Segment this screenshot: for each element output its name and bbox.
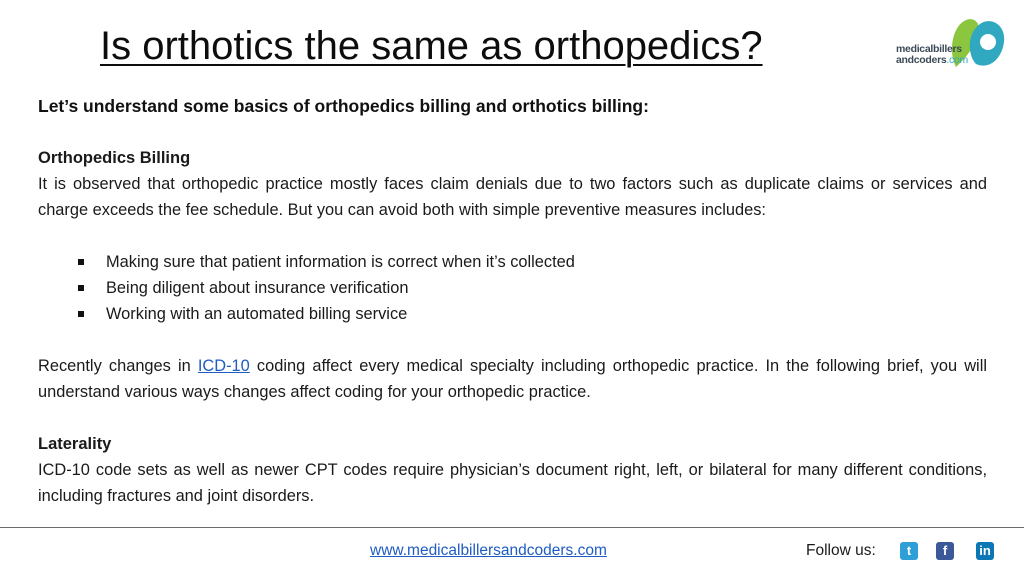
main-content bbox=[38, 145, 987, 509]
square-bullet-icon bbox=[78, 311, 84, 317]
website-link[interactable]: www.medicalbillersandcoders.com bbox=[370, 542, 607, 559]
logo-wordmark: medicalbillers andcoders.com bbox=[896, 43, 968, 66]
page-subtitle: Let’s understand some basics of orthopedics billing and orthotics billing: bbox=[38, 96, 649, 116]
facebook-icon[interactable]: f bbox=[936, 542, 954, 560]
list-item: Working with an automated billing service bbox=[78, 301, 987, 327]
follow-us-label: Follow us: bbox=[806, 542, 876, 559]
twitter-icon[interactable]: t bbox=[900, 542, 918, 560]
company-logo[interactable] bbox=[894, 12, 1012, 72]
orthopedics-intro: It is observed that orthopedic practice mostly faces claim denials due to two factors such as duplicate claims or services and charge exceeds the fee schedule. But you can avoid both with simple preventive measures includes: bbox=[38, 175, 987, 219]
icd10-link[interactable]: ICD-10 bbox=[197, 357, 250, 375]
icd10-changes-paragraph: Recently changes in ICD-10 coding affect every medical specialty including orthopedic practice. In the following brief, you will understand various ways changes affect coding for your orthopedic practice. bbox=[38, 357, 987, 401]
list-item: Being diligent about insurance verification bbox=[78, 275, 987, 301]
square-bullet-icon bbox=[78, 259, 84, 265]
measures-list bbox=[38, 249, 987, 327]
list-item: Making sure that patient information is correct when it’s collected bbox=[78, 249, 987, 275]
linkedin-icon[interactable]: in bbox=[976, 542, 994, 560]
section-heading-orthopedics: Orthopedics Billing bbox=[38, 149, 191, 167]
square-bullet-icon bbox=[78, 285, 84, 291]
page-title: Is orthotics the same as orthopedics? bbox=[100, 24, 763, 68]
section-heading-laterality: Laterality bbox=[38, 435, 112, 453]
laterality-body: ICD-10 code sets as well as newer CPT codes require physician’s document right, left, or bilateral for many different conditions, including fractures and joint disorders. bbox=[38, 461, 987, 505]
footer-divider bbox=[0, 527, 1024, 528]
